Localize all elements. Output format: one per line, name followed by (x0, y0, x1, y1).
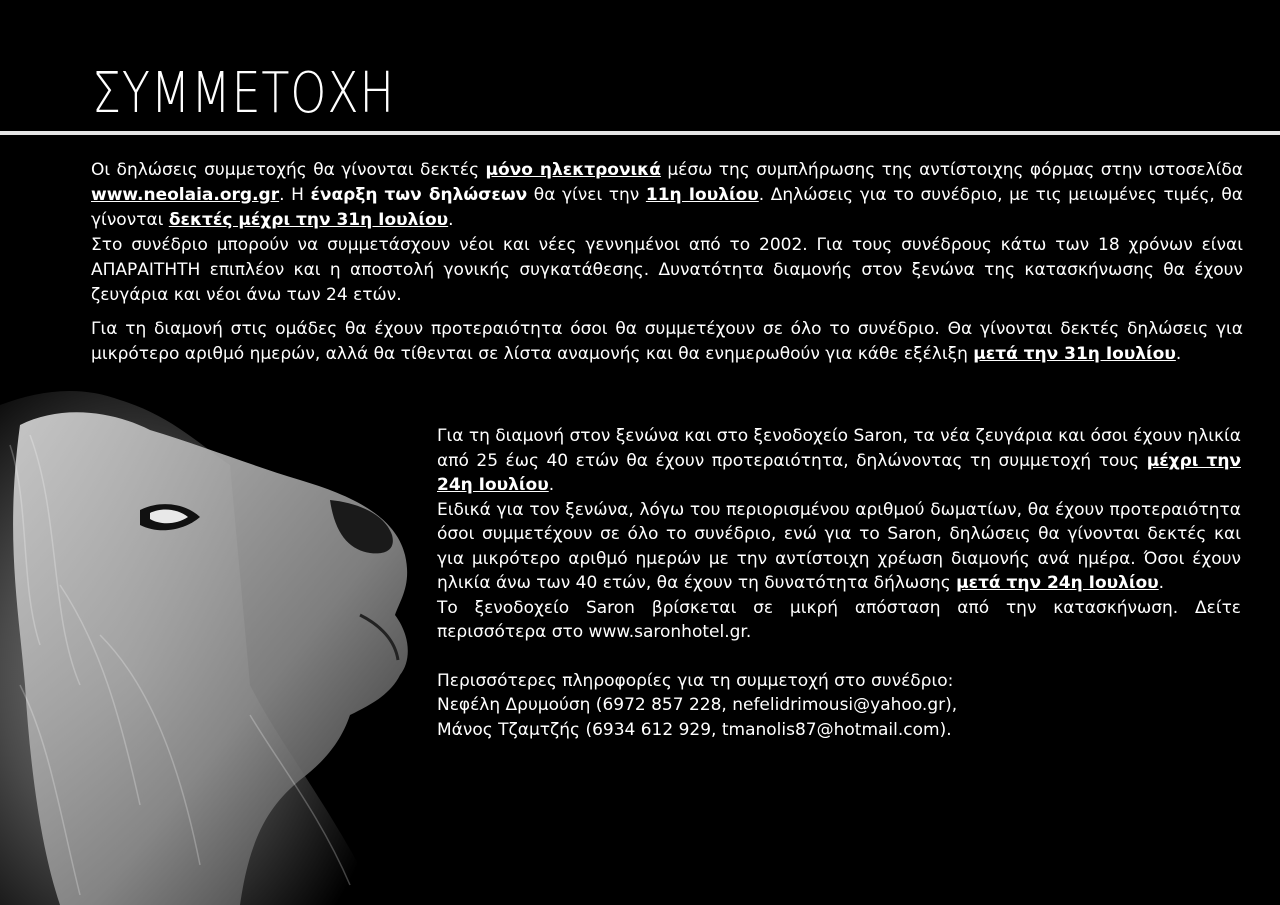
intro-section (91, 158, 1243, 367)
emphasis-online-only: μόνο ηλεκτρονικά (485, 160, 661, 180)
text-run: . (548, 475, 555, 495)
text-run: Ειδικά για τον ξενώνα, λόγω του περιορισμένου αριθμού δωματίων, θα έχουν προτεραιότητα όσοι συμμετέχουν σε όλο το συνέδριο, ενώ για το Saron, δηλώσεις θα γίνονται δεκτές και για μικρότερο αριθμό ημερών με την αντίστοιχη χρέωση διαμονής ανά ημέρα. Όσοι έχουν ηλικία άνω των 40 ετών, θα έχουν τη δυνατότητα δήλωσης (437, 499, 1241, 593)
contact-heading: Περισσότερες πληροφορίες για τη συμμετοχή στο συνέδριο: (437, 670, 954, 691)
page-title: ΣΥΜΜΕΤΟΧΗ (92, 61, 395, 126)
emphasis-after-date: μετά την 24η Ιουλίου (956, 573, 1159, 593)
text-run: . Δηλώσεις για το συνέδριο, με τις μειωμένες τιμές, θα γίνονται (91, 185, 1244, 230)
text-run: θα γίνει την (527, 185, 646, 205)
emphasis-registration-start: έναρξη των δηλώσεων (310, 185, 528, 205)
hostel-priority-paragraph (437, 424, 1241, 498)
contact-line: Μάνος Τζαμτζής (6934 612 929, tmanolis87@hotmail.com). (437, 719, 952, 740)
text-run: Για τη διαμονή στον ξενώνα και στο ξενοδοχείο Saron, τα νέα ζευγάρια και όσοι έχουν ηλικία από 25 έως 40 ετών θα έχουν προτεραιότητα, δηλώνοντας τη συμμετοχή τους (437, 426, 1241, 471)
hostel-rooms-paragraph (437, 498, 1241, 596)
text-run: . Η (279, 185, 311, 205)
title-divider (0, 131, 1280, 135)
text-run: Οι δηλώσεις συμμετοχής θα γίνονται δεκτές (91, 160, 486, 180)
text-run: . (1158, 573, 1165, 593)
emphasis-deadline: δεκτές μέχρι την 31η Ιουλίου (168, 210, 449, 230)
contact-line: Νεφέλη Δρυμούση (6972 857 228, nefelidrimousi@yahoo.gr), (437, 695, 958, 715)
registration-paragraph (91, 158, 1243, 233)
eligibility-paragraph: Στο συνέδριο μπορούν να συμμετάσχουν νέοι και νέες γεννημένοι από το 2002. Για τους συνέδρους κάτω των 18 χρόνων είναι ΑΠΑΡΑΙΤΗΤΗ επιπλέον και η αποστολή γονικής συγκατάθεσης. Δυνατότητα διαμονής στον ξενώνα της κατασκήνωσης θα έχουν ζευγάρια και νέοι άνω των 24 ετών. (91, 235, 1243, 305)
website-link[interactable]: www.neolaia.org.gr (91, 185, 280, 205)
text-run: Για τη διαμονή στις ομάδες θα έχουν προτεραιότητα όσοι θα συμμετέχουν σε όλο το συνέδριο. Θα γίνονται δεκτές δηλώσεις για μικρότερο αριθμό ημερών, αλλά θα τίθενται σε λίστα αναμονής και θα ενημερωθούν για κάθε εξέλιξη (91, 319, 1243, 364)
emphasis-priority-deadline: μέχρι την 24η Ιουλίου (437, 450, 1241, 495)
spacer (437, 645, 1241, 669)
text-run: μέσω της συμπλήρωσης της αντίστοιχης φόρμας στην ιστοσελίδα (660, 160, 1243, 180)
text-run: . (448, 210, 454, 230)
hotel-paragraph: Το ξενοδοχείο Saron βρίσκεται σε μικρή απόσταση από την κατασκήνωση. Δείτε περισσότερα στο www.saronhotel.gr. (437, 597, 1241, 642)
emphasis-after-date: μετά την 31η Ιουλίου (973, 344, 1176, 364)
group-accommodation-paragraph (91, 317, 1243, 367)
emphasis-start-date: 11η Ιουλίου (645, 185, 759, 205)
accommodation-section (437, 424, 1241, 742)
text-run: . (1175, 344, 1182, 364)
lion-image (0, 385, 440, 905)
